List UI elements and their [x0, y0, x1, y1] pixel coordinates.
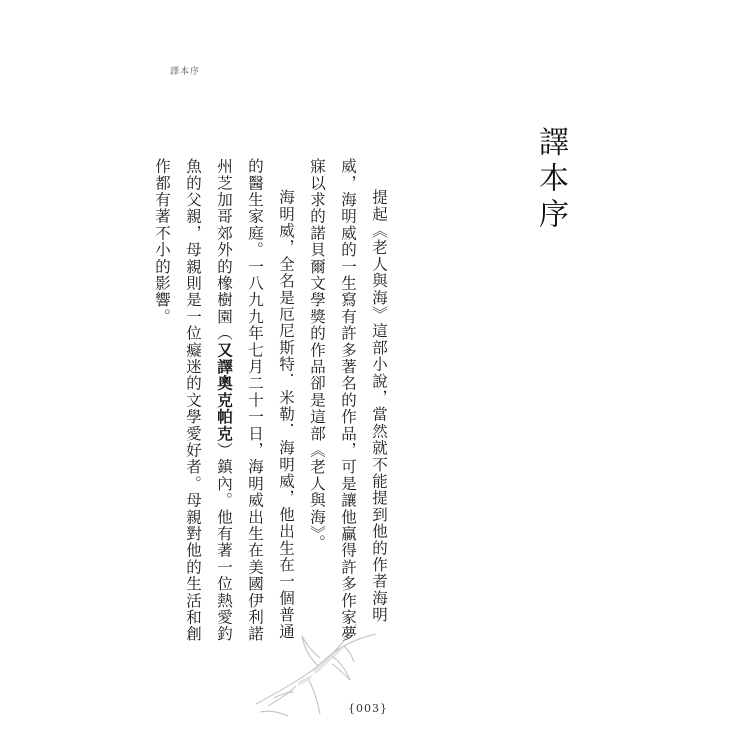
- paragraph-2: [146, 158, 301, 656]
- running-head: 譯本序: [170, 67, 201, 77]
- paragraph-1: 提起《老人與海》這部小說，當然就不能提到他的作者海明威，海明威的一生寫有許多著名的作品，可是讓他贏得許多作家夢寐以求的諾貝爾文學獎的作品卻是這部《老人與海》。: [308, 158, 388, 643]
- body-text: [153, 158, 394, 656]
- paragraph-2-text-b: ）鎮內。他有著一位熱愛釣魚的父親，母親則是一位癡迷的文學愛好者。母親對他的生活和創作都有著不小的影響。: [153, 158, 233, 643]
- chapter-title: 譯本序: [533, 126, 568, 234]
- alternate-translation-note: 又譯奧克帕克: [215, 341, 233, 442]
- page-number: {003}: [348, 702, 388, 715]
- paragraph-2-text-a: 海明威，全名是厄尼斯特．米勒．海明威，他出生在一個普通的醫生家庭。一八九九年七月二十一日，海明威出生在美國伊利諾州芝加哥郊外的橡樹園（: [215, 158, 295, 643]
